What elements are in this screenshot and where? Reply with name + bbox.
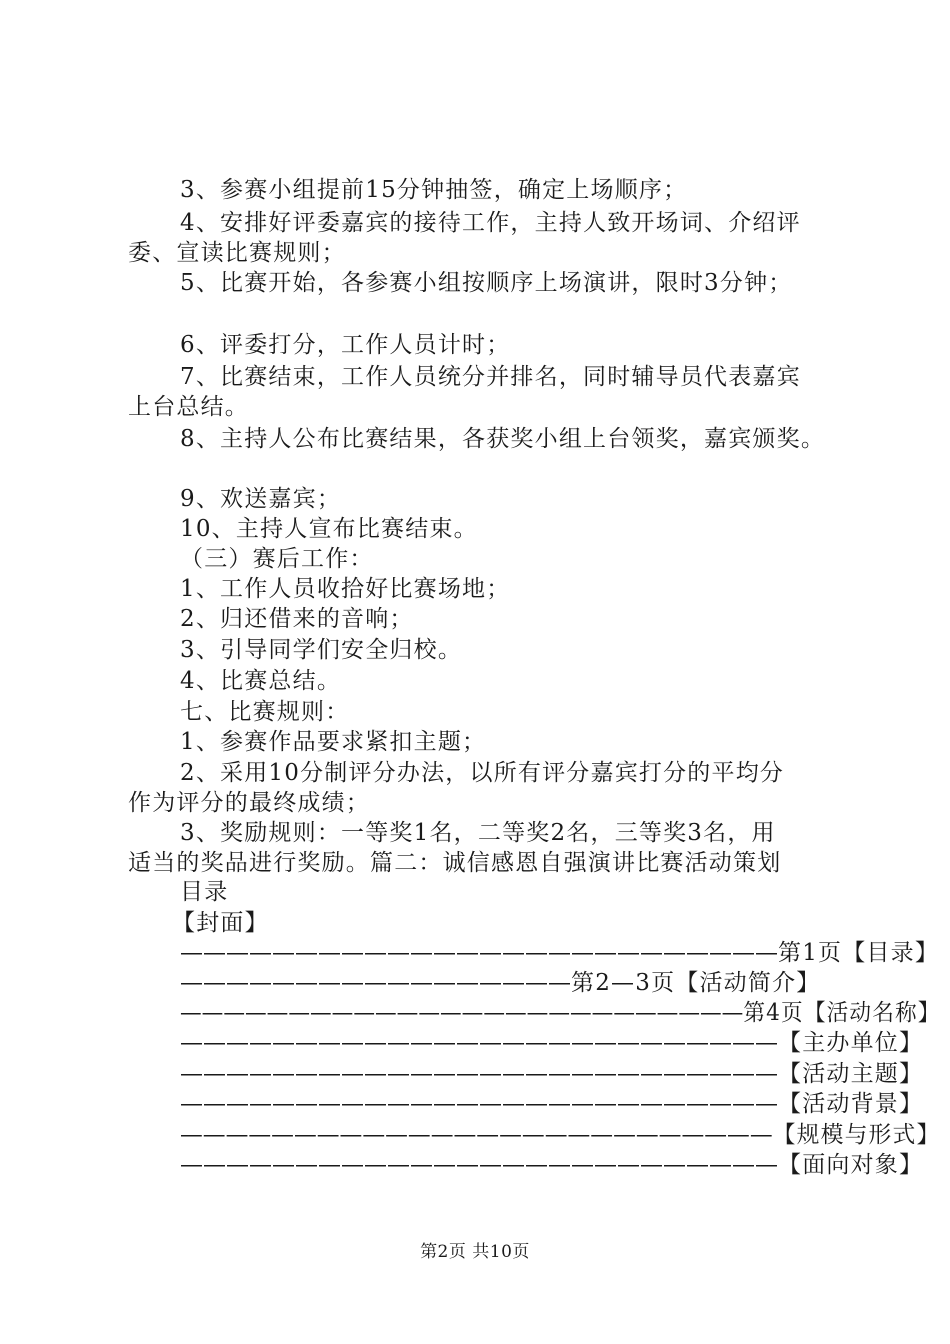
- body-line: 8、主持人公布比赛结果，各获奖小组上台领奖，嘉宾颁奖。: [180, 426, 826, 452]
- toc-entry-text: 第1页【目录】: [778, 940, 940, 966]
- body-line: 4、安排好评委嘉宾的接待工作，主持人致开场词、介绍评: [180, 210, 801, 236]
- section-heading: （三）赛后工作：: [180, 546, 374, 572]
- body-line: 1、工作人员收拾好比赛场地；: [180, 576, 511, 602]
- toc-entry: [180, 968, 820, 998]
- toc-entry: [180, 998, 941, 1028]
- toc-entry: [180, 938, 939, 968]
- body-line: 委、宣读比赛规则；: [128, 240, 346, 266]
- body-line: 9、欢送嘉宾；: [180, 486, 342, 512]
- toc-entry-text: 【活动背景】: [778, 1091, 924, 1117]
- toc-entry: [180, 1150, 923, 1180]
- toc-entry: [180, 1120, 940, 1150]
- toc-entry: [180, 1089, 923, 1119]
- toc-entry-text: 【主办单位】: [778, 1030, 924, 1056]
- toc-leader: —————————————————: [180, 970, 571, 996]
- toc-leader: ——————————————————————————: [180, 1061, 778, 1087]
- body-line: 7、比赛结束，工作人员统分并排名，同时辅导员代表嘉宾: [180, 364, 801, 390]
- toc-leader: ——————————————————————————: [180, 1030, 778, 1056]
- body-line: 5、比赛开始，各参赛小组按顺序上场演讲，限时3分钟；: [180, 270, 793, 296]
- body-line: 作为评分的最终成绩；: [128, 790, 370, 816]
- toc-leader: ——————————————————————————: [180, 1122, 773, 1148]
- toc-entry-text: 【活动主题】: [778, 1061, 924, 1087]
- toc-cover-entry: 【封面】: [172, 910, 269, 936]
- toc-heading: 目录: [180, 879, 229, 905]
- toc-entry: [180, 1028, 923, 1058]
- toc-entry-text: 【面向对象】: [778, 1152, 924, 1178]
- toc-entry-text: 第2—3页【活动简介】: [571, 970, 821, 996]
- body-line: 适当的奖品进行奖励。篇二：诚信感恩自强演讲比赛活动策划: [128, 850, 782, 876]
- body-line: 2、采用10分制评分办法，以所有评分嘉宾打分的平均分: [180, 760, 785, 786]
- page-footer: 第2页 共10页: [420, 1242, 530, 1262]
- body-line: 2、归还借来的音响；: [180, 606, 414, 632]
- body-line: 3、参赛小组提前15分钟抽签，确定上场顺序；: [180, 177, 688, 203]
- body-line: 1、参赛作品要求紧扣主题；: [180, 729, 487, 755]
- toc-entry-text: 【规模与形式】: [772, 1122, 941, 1148]
- body-line: 4、比赛总结。: [180, 668, 342, 694]
- toc-leader: ——————————————————————————: [180, 940, 778, 966]
- toc-leader: ——————————————————————————: [180, 1000, 744, 1026]
- body-line: 3、引导同学们安全归校。: [180, 637, 463, 663]
- body-line: 10、主持人宣布比赛结束。: [180, 516, 478, 542]
- body-line: 上台总结。: [128, 394, 249, 420]
- body-line: 6、评委打分，工作人员计时；: [180, 332, 511, 358]
- toc-entry: [180, 1059, 923, 1089]
- body-line: 3、奖励规则：一等奖1名，二等奖2名，三等奖3名，用: [180, 820, 776, 846]
- section-heading: 七、比赛规则：: [180, 699, 350, 725]
- toc-leader: ——————————————————————————: [180, 1091, 778, 1117]
- toc-entry-text: 第4页【活动名称】: [743, 1000, 941, 1026]
- toc-leader: ——————————————————————————: [180, 1152, 778, 1178]
